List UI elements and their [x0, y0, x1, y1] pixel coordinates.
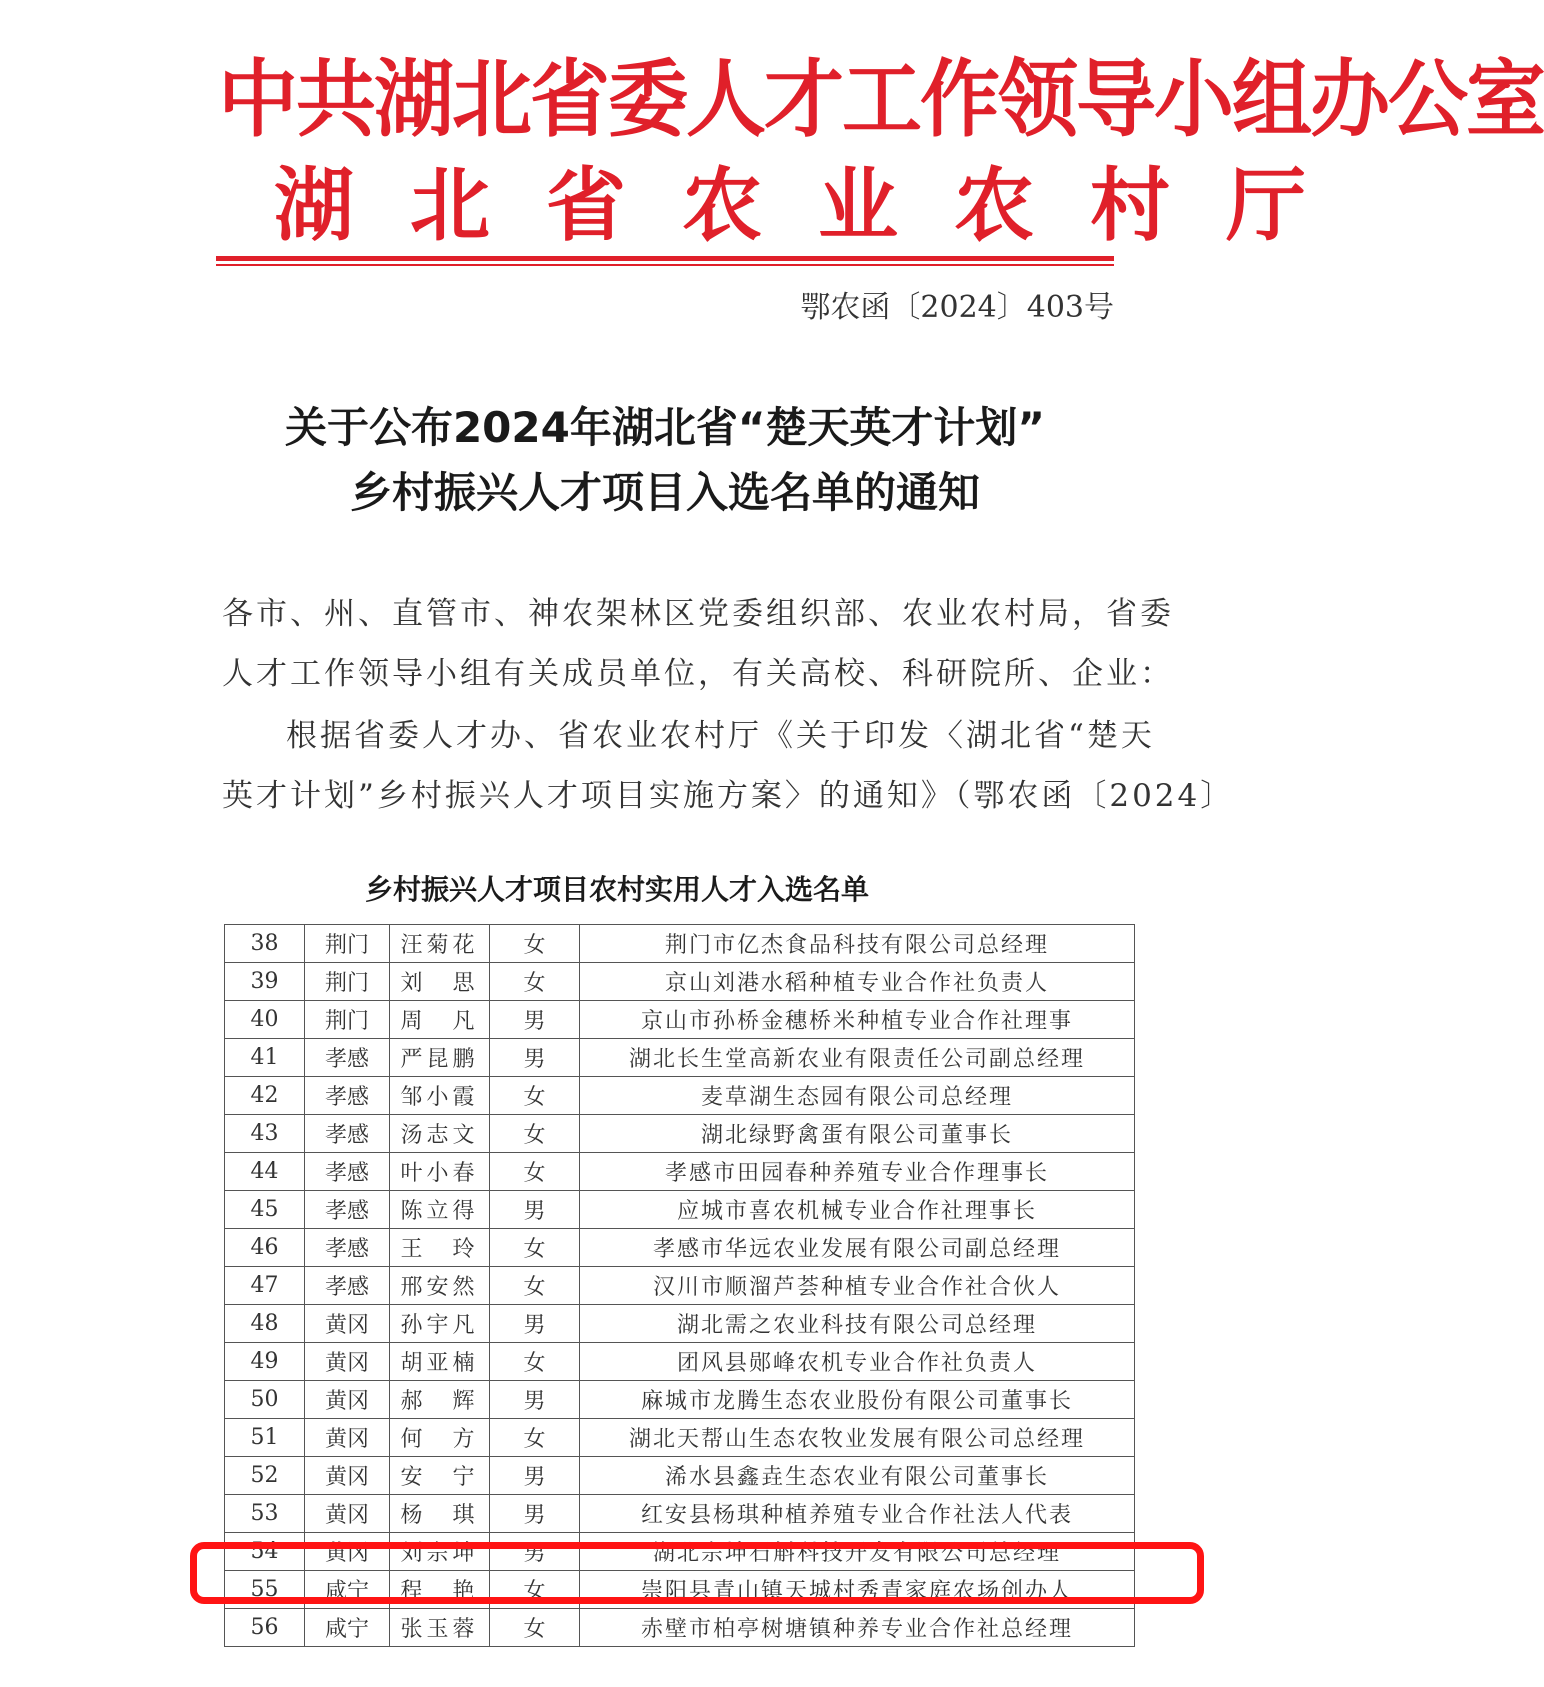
cell-name: 安 宁	[390, 1457, 490, 1495]
table-row	[225, 1039, 1135, 1077]
cell-gender: 女	[490, 1343, 580, 1381]
cell-city: 荆门	[305, 925, 390, 963]
table-caption: 乡村振兴人才项目农村实用人才入选名单	[365, 873, 870, 906]
cell-position: 团风县郧峰农机专业合作社负责人	[580, 1343, 1135, 1381]
table-row	[225, 963, 1135, 1001]
cell-city: 咸宁	[305, 1571, 390, 1609]
cell-gender: 女	[490, 1077, 580, 1115]
cell-city: 黄冈	[305, 1343, 390, 1381]
cell-gender: 男	[490, 1305, 580, 1343]
cell-city: 黄冈	[305, 1305, 390, 1343]
cell-number: 38	[225, 925, 305, 963]
cell-name: 邹小霞	[390, 1077, 490, 1115]
cell-number: 43	[225, 1115, 305, 1153]
cell-city: 孝感	[305, 1077, 390, 1115]
cell-number: 54	[225, 1533, 305, 1571]
cell-gender: 男	[490, 1191, 580, 1229]
cell-position: 红安县杨琪种植养殖专业合作社法人代表	[580, 1495, 1135, 1533]
cell-gender: 女	[490, 1571, 580, 1609]
table-row	[225, 1267, 1135, 1305]
cell-number: 50	[225, 1381, 305, 1419]
cell-name: 严昆鹏	[390, 1039, 490, 1077]
cell-position: 崇阳县青山镇天城村秀青家庭农场创办人	[580, 1571, 1135, 1609]
cell-position: 湖北绿野禽蛋有限公司董事长	[580, 1115, 1135, 1153]
cell-city: 孝感	[305, 1229, 390, 1267]
cell-number: 47	[225, 1267, 305, 1305]
cell-city: 荆门	[305, 1001, 390, 1039]
cell-position: 赤壁市柏亭树塘镇种养专业合作社总经理	[580, 1609, 1135, 1647]
cell-name: 程 艳	[390, 1571, 490, 1609]
cell-name: 胡亚楠	[390, 1343, 490, 1381]
cell-city: 黄冈	[305, 1419, 390, 1457]
table-row	[225, 1229, 1135, 1267]
cell-gender: 女	[490, 1419, 580, 1457]
cell-name: 汤志文	[390, 1115, 490, 1153]
cell-position: 京山市孙桥金穗桥米种植专业合作社理事	[580, 1001, 1135, 1039]
cell-position: 京山刘港水稻种植专业合作社负责人	[580, 963, 1135, 1001]
cell-gender: 男	[490, 1457, 580, 1495]
highlight-box	[190, 1542, 1204, 1604]
cell-number: 46	[225, 1229, 305, 1267]
red-rule-thin	[216, 264, 1114, 266]
table-row	[225, 1457, 1135, 1495]
table-row	[225, 1153, 1135, 1191]
cell-name: 陈立得	[390, 1191, 490, 1229]
cell-position: 湖北长生堂高新农业有限责任公司副总经理	[580, 1039, 1135, 1077]
cell-city: 孝感	[305, 1267, 390, 1305]
cell-position: 应城市喜农机械专业合作社理事长	[580, 1191, 1135, 1229]
cell-name: 王 玲	[390, 1229, 490, 1267]
table-body	[225, 925, 1135, 1647]
table-row	[225, 1609, 1135, 1647]
recipients-line-2: 人才工作领导小组有关成员单位，有关高校、科研院所、企业：	[222, 656, 1174, 692]
table-row	[225, 925, 1135, 963]
cell-gender: 女	[490, 1153, 580, 1191]
cell-number: 45	[225, 1191, 305, 1229]
cell-city: 孝感	[305, 1115, 390, 1153]
table-row	[225, 1495, 1135, 1533]
cell-city: 孝感	[305, 1039, 390, 1077]
cell-name: 周 凡	[390, 1001, 490, 1039]
cell-position: 汉川市顺溜芦荟种植专业合作社合伙人	[580, 1267, 1135, 1305]
cell-gender: 女	[490, 963, 580, 1001]
cell-position: 湖北天帮山生态农牧业发展有限公司总经理	[580, 1419, 1135, 1457]
cell-city: 孝感	[305, 1153, 390, 1191]
cell-number: 56	[225, 1609, 305, 1647]
cell-position: 浠水县鑫垚生态农业有限公司董事长	[580, 1457, 1135, 1495]
cell-number: 51	[225, 1419, 305, 1457]
cell-gender: 男	[490, 1495, 580, 1533]
cell-number: 48	[225, 1305, 305, 1343]
cell-gender: 女	[490, 1267, 580, 1305]
selection-table-container	[224, 924, 1134, 1647]
cell-name: 何 方	[390, 1419, 490, 1457]
cell-gender: 男	[490, 1381, 580, 1419]
table-row	[225, 1419, 1135, 1457]
cell-city: 黄冈	[305, 1381, 390, 1419]
cell-gender: 女	[490, 1609, 580, 1647]
red-rule-thick	[216, 256, 1114, 261]
cell-position: 麦草湖生态园有限公司总经理	[580, 1077, 1135, 1115]
cell-gender: 男	[490, 1039, 580, 1077]
cell-number: 39	[225, 963, 305, 1001]
issuer-line-1: 中共湖北省委人才工作领导小组办公室	[218, 50, 1544, 149]
document-number: 鄂农函〔2024〕403号	[800, 290, 1114, 325]
table-row	[225, 1305, 1135, 1343]
cell-name: 杨 琪	[390, 1495, 490, 1533]
cell-name: 郝 辉	[390, 1381, 490, 1419]
cell-position: 湖北宗坤石斛科技开发有限公司总经理	[580, 1533, 1135, 1571]
cell-number: 44	[225, 1153, 305, 1191]
cell-number: 55	[225, 1571, 305, 1609]
cell-city: 黄冈	[305, 1457, 390, 1495]
cell-number: 40	[225, 1001, 305, 1039]
cell-gender: 男	[490, 1533, 580, 1571]
table-row	[225, 1343, 1135, 1381]
cell-name: 邢安然	[390, 1267, 490, 1305]
notice-title-line-1: 关于公布2024年湖北省“楚天英才计划”	[284, 403, 1046, 452]
table-row	[225, 1077, 1135, 1115]
notice-title-line-2: 乡村振兴人才项目入选名单的通知	[349, 468, 980, 517]
cell-gender: 女	[490, 1229, 580, 1267]
cell-position: 孝感市华远农业发展有限公司副总经理	[580, 1229, 1135, 1267]
cell-name: 刘 思	[390, 963, 490, 1001]
cell-gender: 男	[490, 1001, 580, 1039]
selection-table	[224, 924, 1135, 1647]
cell-name: 张玉蓉	[390, 1609, 490, 1647]
cell-number: 49	[225, 1343, 305, 1381]
cell-city: 咸宁	[305, 1609, 390, 1647]
recipients-line-1: 各市、州、直管市、神农架林区党委组织部、农业农村局，省委	[222, 596, 1174, 632]
body-paragraph-line-1: 根据省委人才办、省农业农村厅《关于印发〈湖北省“楚天	[286, 718, 1155, 754]
cell-city: 孝感	[305, 1191, 390, 1229]
table-row	[225, 1001, 1135, 1039]
cell-name: 刘宗坤	[390, 1533, 490, 1571]
cell-position: 湖北需之农业科技有限公司总经理	[580, 1305, 1135, 1343]
cell-gender: 女	[490, 1115, 580, 1153]
cell-number: 41	[225, 1039, 305, 1077]
cell-name: 汪菊花	[390, 925, 490, 963]
cell-name: 孙宇凡	[390, 1305, 490, 1343]
cell-city: 黄冈	[305, 1495, 390, 1533]
cell-position: 孝感市田园春种养殖专业合作理事长	[580, 1153, 1135, 1191]
cell-number: 53	[225, 1495, 305, 1533]
body-paragraph-line-2: 英才计划”乡村振兴人才项目实施方案〉的通知》（鄂农函〔2024〕	[222, 778, 1235, 814]
table-row	[225, 1381, 1135, 1419]
cell-number: 52	[225, 1457, 305, 1495]
cell-position: 麻城市龙腾生态农业股份有限公司董事长	[580, 1381, 1135, 1419]
issuer-line-2: 湖北省农业农村厅	[274, 159, 1362, 252]
cell-position: 荆门市亿杰食品科技有限公司总经理	[580, 925, 1135, 963]
table-row	[225, 1191, 1135, 1229]
cell-city: 黄冈	[305, 1533, 390, 1571]
cell-number: 42	[225, 1077, 305, 1115]
cell-gender: 女	[490, 925, 580, 963]
table-row	[225, 1115, 1135, 1153]
cell-city: 荆门	[305, 963, 390, 1001]
cell-name: 叶小春	[390, 1153, 490, 1191]
